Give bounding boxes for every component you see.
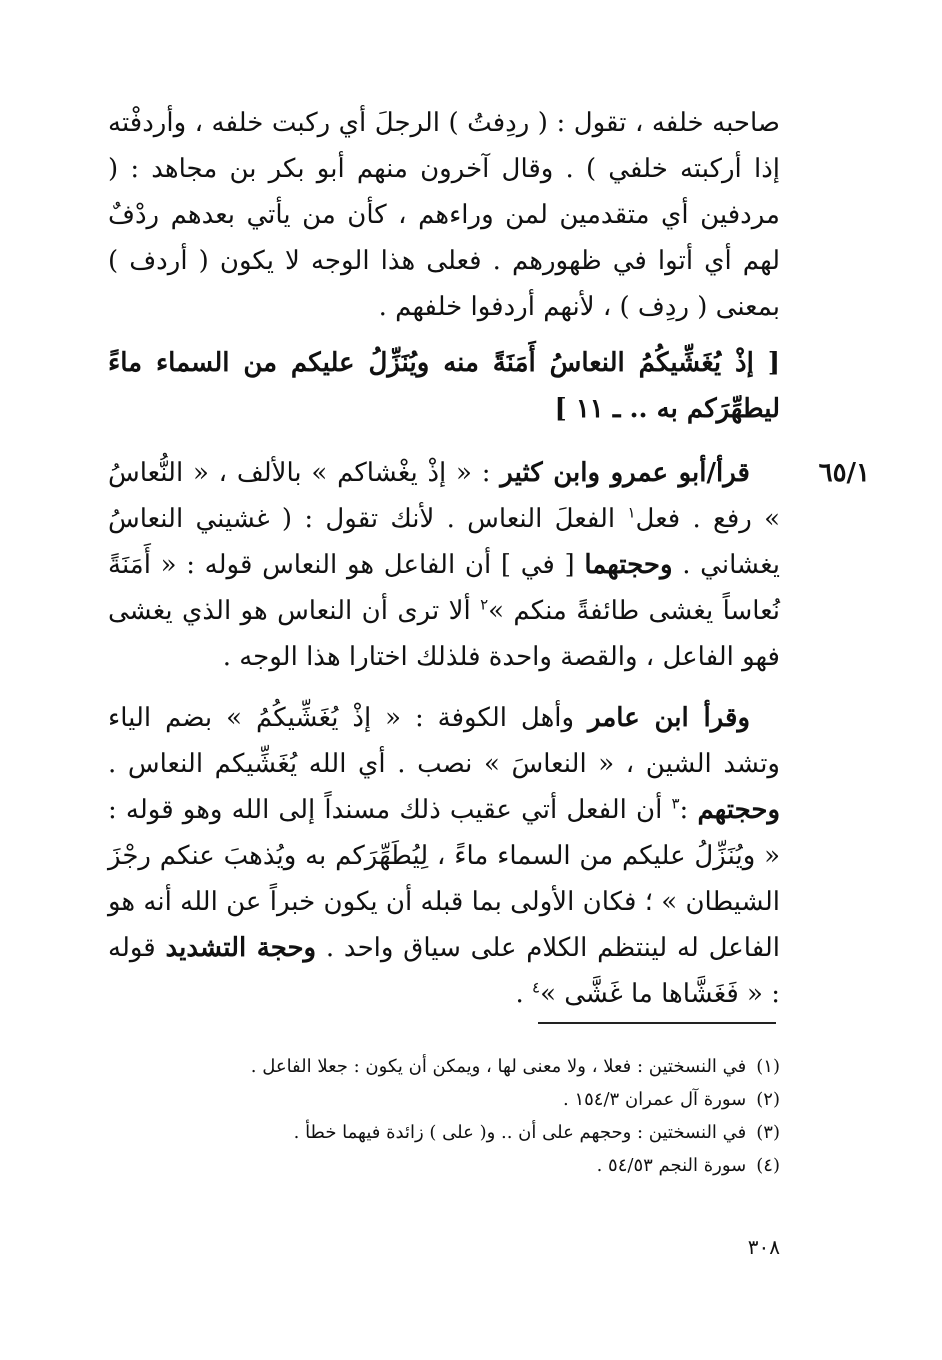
reader-name: وقرأ ابن عامر — [588, 703, 750, 733]
argument-label: وحجتهما — [584, 550, 673, 580]
footnote-number: (٢) — [756, 1089, 780, 1110]
footnote-divider — [538, 1022, 776, 1024]
paragraph-3-text-e: . — [515, 979, 532, 1009]
footnote-text: سورة النجم ٥٤/٥٣ . — [596, 1155, 747, 1176]
paragraph-3-text-d: قوله : « فَغَشَّاها ما غَشَّى » — [108, 933, 780, 1009]
footnotes — [200, 1050, 780, 1182]
footnote-text: سورة آل عمران ١٥٤/٣ . — [563, 1089, 747, 1110]
quran-verse-text: [ إذْ يُغَشِّيكُمُ النعاسُ أَمَنَةً منه ويُنَزِّلُ عليكم من السماء ماءً ليطهِّرَكم به .. ـ ١١ ] — [108, 348, 780, 424]
paragraph-2 — [108, 450, 780, 680]
footnote-marker-4: ٤ — [532, 978, 541, 997]
footnote-3 — [200, 1116, 780, 1149]
footnote-1 — [200, 1050, 780, 1083]
paragraph-2-text-d: ألا ترى أن النعاس هو الذي يغشى فهو الفاعل ، والقصة واحدة فلذلك اختارا هذا الوجه . — [108, 596, 780, 672]
footnote-number: (١) — [756, 1056, 780, 1077]
footnote-4 — [200, 1149, 780, 1182]
reader-name: قرأ/أبو عمرو وابن كثير — [500, 458, 750, 488]
footnote-number: (٣) — [756, 1122, 780, 1143]
page-number: ٣٠٨ — [747, 1235, 780, 1259]
footnote-marker-3: ٣ — [671, 794, 680, 813]
margin-reference: ٦٥/١ — [818, 458, 870, 488]
paragraph-2-text-c: [ في ] أن الفاعل هو النعاس قوله : « أَمَنَةً نُعاساً يغشى طائفةً منكم » — [108, 550, 780, 626]
footnote-2 — [200, 1083, 780, 1116]
argument-label: وحجة التشديد — [165, 933, 317, 963]
paragraph-3-text-c: أن الفعل أتي عقيب ذلك مسنداً إلى الله وهو قوله : « ويُنَزِّلُ عليكم من السماء ماءً ، لِيُطَهِّرَكم به ويُذهبَ عنكم رجْزَ الشيطان » ؛ فكان الأولى بما قبله أن يكون خبراً عن الله أنه هو الفاعل له لينتظم الكلام على سياق واحد . — [108, 795, 781, 963]
quran-verse — [108, 340, 780, 432]
paragraph-3 — [108, 695, 780, 1017]
paragraph-3-text-a: وأهل الكوفة : « إذْ يُغَشِّيكُمُ » بضم الياء وتشد الشين ، « النعاسَ » نصب . أي الله يُغَشِّيكم النعاس . — [108, 703, 780, 779]
footnote-text: في النسختين : فعلا ، ولا معنى لها ، ويمكن أن يكون : جعلا الفاعل . — [250, 1056, 747, 1077]
paragraph-1 — [108, 100, 780, 330]
footnote-text: في النسختين : وحجهم على أن .. و( على ) زائدة فيهما خطأ . — [293, 1122, 747, 1143]
footnote-marker-1: ١ — [627, 503, 636, 522]
argument-label: وحجتهم — [697, 795, 780, 825]
paragraph-3-text-b: : — [679, 795, 698, 825]
footnote-marker-2: ٢ — [480, 595, 489, 614]
footnote-number: (٤) — [756, 1155, 780, 1176]
paragraph-1-text: صاحبه خلفه ، تقول : ( ردِفتُ ) الرجلَ أي ركبت خلفه ، وأردفْته إذا أركبته خلفي ) . وقال آخرون منهم أبو بكر بن مجاهد : ( مردفين أي متقدمين لمن وراءهم ، كأن من يأتي بعدهم ردْفٌ لهم أي أتوا في ظهورهم . فعلى هذا الوجه لا يكون ( أردف ) بمعنى ( ردِف ) ، لأنهم أردفوا خلفهم . — [108, 108, 780, 322]
paragraph-2-text-b: الفعلَ النعاس . لأنك تقول : ( غشيني النعاسُ يغشاني . — [108, 504, 780, 580]
paragraph-2-text-a: : « إذْ يغْشاكم » بالألف ، « النُّعاسُ » رفع . فعل — [108, 458, 781, 534]
